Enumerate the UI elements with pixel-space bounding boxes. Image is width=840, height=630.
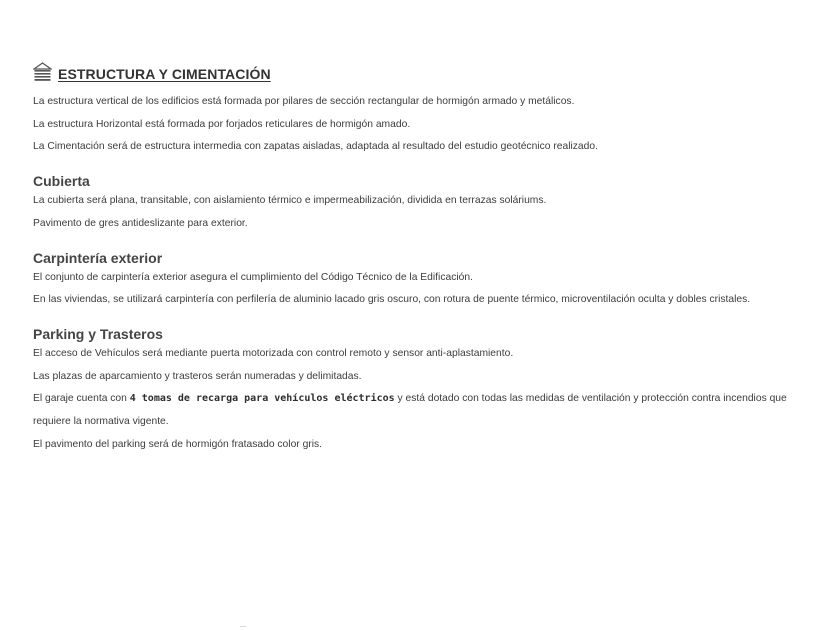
paragraph-line: La cubierta será plana, transitable, con aislamiento térmico e impermeabilización, dividida en terrazas soláriums. — [33, 195, 547, 207]
page-title: ESTRUCTURA Y CIMENTACIÓN — [58, 66, 271, 82]
intro-section — [33, 91, 823, 159]
paragraph-line: El pavimento del parking será de hormigón fratasado color gris. — [33, 438, 323, 450]
section-carpinteria — [33, 250, 823, 312]
section-title: Carpintería exterior — [33, 249, 163, 266]
paragraph-line — [33, 388, 823, 433]
document-page — [33, 58, 823, 456]
scan-artifact — [240, 626, 246, 627]
paragraph-line: La Cimentación será de estructura intermedia con zapatas aisladas, adaptada al resultado del estudio geotécnico realizado. — [33, 141, 598, 153]
paragraph-line: Las plazas de aparcamiento y trasteros serán numeradas y delimitadas. — [33, 370, 362, 382]
section-title: Parking y Trasteros — [33, 325, 163, 342]
section-cubierta — [33, 173, 823, 235]
paragraph-line: El acceso de Vehículos será mediante puerta motorizada con control remoto y sensor anti-aplastamiento. — [33, 347, 514, 359]
text-run: y está dotado con todas las medidas de ventilación y protección contra incendios que requiere la normativa vigente. — [33, 393, 787, 428]
building-icon — [33, 62, 52, 82]
paragraph-line: En las viviendas, se utilizará carpintería con perfilería de aluminio lacado gris oscuro, con rotura de puente térmico, microventilación oculta y dobles cristales. — [33, 294, 751, 306]
paragraph-line: Pavimento de gres antideslizante para exterior. — [33, 217, 248, 229]
section-parking — [33, 326, 823, 457]
paragraph-line: El conjunto de carpintería exterior asegura el cumplimiento del Código Técnico de la Edificación. — [33, 271, 473, 283]
section-title: Cubierta — [33, 173, 90, 190]
main-heading — [33, 58, 823, 82]
highlight-text: 4 tomas de recarga para vehículos eléctricos — [129, 393, 395, 405]
paragraph-line: La estructura Horizontal está formada por forjados reticulares de hormigón amado. — [33, 118, 411, 130]
text-run: El garaje cuenta con — [33, 393, 130, 405]
paragraph-line: La estructura vertical de los edificios está formada por pilares de sección rectangular de hormigón armado y metálicos. — [33, 96, 575, 107]
